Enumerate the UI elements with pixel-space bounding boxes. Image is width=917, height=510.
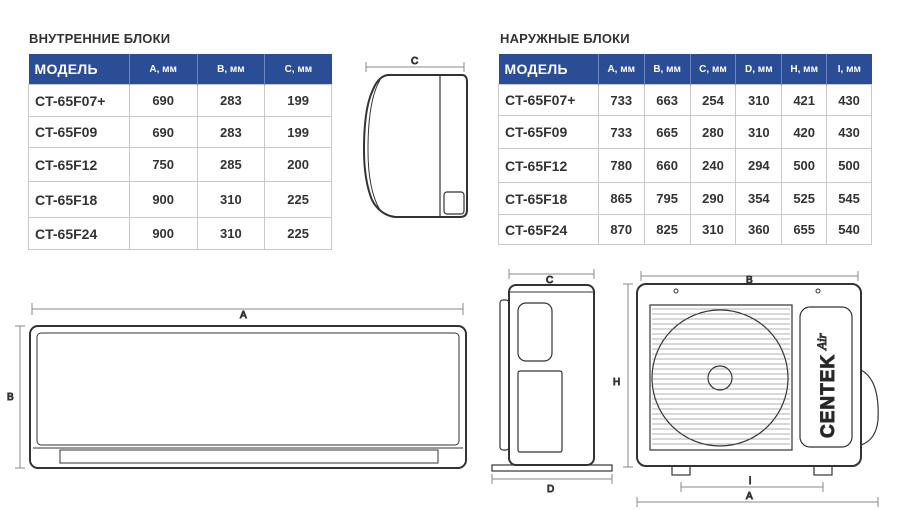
outdoor-title: НАРУЖНЫЕ БЛОКИ bbox=[500, 31, 630, 46]
outdoor-header-1: A, мм bbox=[598, 54, 644, 85]
dimension-cell: 663 bbox=[644, 85, 690, 116]
outdoor-front-view bbox=[613, 271, 878, 507]
dimension-cell: 660 bbox=[644, 149, 690, 183]
model-cell: CT-65F07+ bbox=[29, 85, 130, 117]
dimension-cell: 283 bbox=[197, 117, 265, 148]
dimension-cell: 540 bbox=[827, 215, 872, 245]
dimension-cell: 733 bbox=[598, 116, 644, 149]
indoor-side-c-label: C bbox=[411, 56, 419, 67]
dimension-cell: 283 bbox=[197, 85, 265, 117]
model-cell: CT-65F09 bbox=[499, 116, 599, 149]
dimension-cell: 310 bbox=[197, 182, 265, 218]
outdoor-header-0: МОДЕЛЬ bbox=[499, 54, 599, 85]
outdoor-side-d-label: D bbox=[547, 484, 555, 495]
dimension-cell: 545 bbox=[827, 183, 872, 215]
outdoor-header-4: D, мм bbox=[736, 54, 782, 85]
dimension-cell: 750 bbox=[129, 148, 197, 182]
indoor-header-1: A, мм bbox=[129, 54, 197, 85]
model-cell: CT-65F12 bbox=[29, 148, 130, 182]
model-cell: CT-65F18 bbox=[499, 183, 599, 215]
dimension-cell: 690 bbox=[129, 85, 197, 117]
outdoor-header-6: I, мм bbox=[827, 54, 872, 85]
dimension-cell: 690 bbox=[129, 117, 197, 148]
dimension-cell: 199 bbox=[265, 117, 332, 148]
dimension-cell: 225 bbox=[265, 182, 332, 218]
dimension-cell: 285 bbox=[197, 148, 265, 182]
outdoor-header-2: B, мм bbox=[644, 54, 690, 85]
dimension-cell: 525 bbox=[782, 183, 827, 215]
dimension-cell: 655 bbox=[782, 215, 827, 245]
model-cell: CT-65F09 bbox=[29, 117, 130, 148]
indoor-side-view bbox=[364, 56, 467, 217]
outdoor-side-c-label: C bbox=[546, 275, 554, 286]
outdoor-header-3: C, мм bbox=[690, 54, 736, 85]
dimension-cell: 310 bbox=[197, 218, 265, 250]
dimension-cell: 900 bbox=[129, 182, 197, 218]
dimension-cell: 225 bbox=[265, 218, 332, 250]
dimension-cell: 430 bbox=[827, 116, 872, 149]
outdoor-front-i-label: i bbox=[749, 476, 752, 487]
outdoor-header-5: H, мм bbox=[782, 54, 827, 85]
dimension-cell: 310 bbox=[736, 116, 782, 149]
outdoor-front-h-label: H bbox=[613, 377, 621, 388]
dimension-cell: 780 bbox=[598, 149, 644, 183]
model-cell: CT-65F07+ bbox=[499, 85, 599, 116]
dimension-cell: 290 bbox=[690, 183, 736, 215]
indoor-header-0: МОДЕЛЬ bbox=[29, 54, 130, 85]
dimension-cell: 254 bbox=[690, 85, 736, 116]
outdoor-front-b-label: B bbox=[746, 275, 753, 286]
indoor-header-2: B, мм bbox=[197, 54, 265, 85]
dimension-cell: 900 bbox=[129, 218, 197, 250]
indoor-header-3: C, мм bbox=[265, 54, 332, 85]
indoor-front-view bbox=[7, 303, 466, 468]
dimension-cell: 310 bbox=[690, 215, 736, 245]
dimension-cell: 500 bbox=[827, 149, 872, 183]
dimension-cell: 240 bbox=[690, 149, 736, 183]
dimension-cell: 420 bbox=[782, 116, 827, 149]
dimension-cell: 825 bbox=[644, 215, 690, 245]
dimension-cell: 870 bbox=[598, 215, 644, 245]
dimension-cell: 199 bbox=[265, 85, 332, 117]
brand-logo-suffix: Air bbox=[814, 333, 829, 350]
dimension-cell: 280 bbox=[690, 116, 736, 149]
dimension-cell: 430 bbox=[827, 85, 872, 116]
dimension-cell: 360 bbox=[736, 215, 782, 245]
dimension-cell: 200 bbox=[265, 148, 332, 182]
dimension-cell: 310 bbox=[736, 85, 782, 116]
outdoor-front-a-label: A bbox=[746, 491, 753, 502]
dimension-cell: 421 bbox=[782, 85, 827, 116]
outdoor-side-view bbox=[492, 269, 612, 495]
indoor-front-b-label: B bbox=[7, 392, 14, 403]
brand-logo: CENTEK bbox=[818, 353, 839, 438]
dimension-cell: 733 bbox=[598, 85, 644, 116]
model-cell: CT-65F18 bbox=[29, 182, 130, 218]
dimension-cell: 865 bbox=[598, 183, 644, 215]
dimension-cell: 795 bbox=[644, 183, 690, 215]
model-cell: CT-65F24 bbox=[29, 218, 130, 250]
indoor-front-a-label: A bbox=[240, 310, 247, 321]
dimension-cell: 294 bbox=[736, 149, 782, 183]
fan-grille bbox=[650, 305, 792, 450]
dimension-cell: 665 bbox=[644, 116, 690, 149]
dimension-cell: 354 bbox=[736, 183, 782, 215]
model-cell: CT-65F12 bbox=[499, 149, 599, 183]
indoor-title: ВНУТРЕННИЕ БЛОКИ bbox=[29, 31, 171, 46]
model-cell: CT-65F24 bbox=[499, 215, 599, 245]
dimension-cell: 500 bbox=[782, 149, 827, 183]
